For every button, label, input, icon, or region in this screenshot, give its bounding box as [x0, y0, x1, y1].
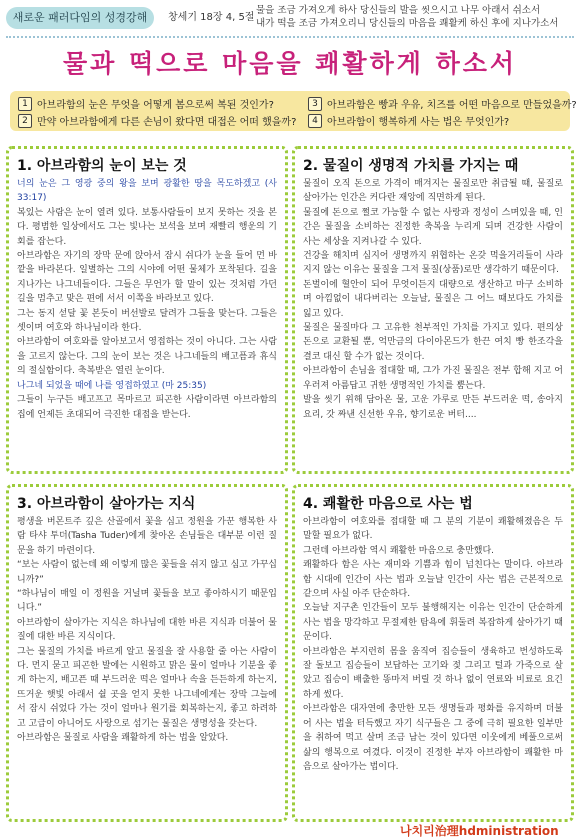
key-verse-line: 내가 떡을 조금 가져오리니 당신들의 마음을 쾌활케 하신 후에 지나가소서 [256, 18, 559, 29]
section-paragraph: 아브라함은 대자연에 충만한 모든 생명들과 평화를 유지하며 더불어 사는 법을 터득했고 자기 식구들은 그 중에 극히 필요한 일부만을 취하여 먹고 살며 조금 남는 것이 있다면 이웃에게 베풀으로써 삶의 행복으로 여겼다. 이것이 진정한 부자 아브라함이 쾌활한 마음으로 살아가는 법이다. [303, 704, 563, 772]
scripture-reference: 창세기 18장 4, 5절 [168, 12, 255, 23]
question-item [18, 113, 296, 128]
section-paragraph: 아브라함이 손님을 접대할 때, 그가 가진 물질은 전부 합해 지고 어우러져 아름답고 귀한 생명적인 가치를 뿜는다. [303, 366, 563, 391]
section-paragraph: 오늘날 지구촌 인간들이 모두 불행해지는 이유는 인간이 단순하게 사는 법을 망각하고 무절제한 탐욕에 휘둘려 복잡하게 살아가기 때문이다. [303, 603, 563, 643]
section-paragraph: “하나님이 매일 이 정원을 거닐며 꽃들을 보고 좋아하시기 때문입니다.” [17, 589, 277, 614]
question-text: 아브라함의 눈은 무엇을 어떻게 봄으로써 복된 것인가? [37, 100, 274, 111]
section-box [6, 484, 288, 822]
section-paragraph: 아브라함은 물질로 사람을 쾌활하게 하는 법을 알았다. [17, 733, 229, 744]
question-number: 4 [308, 114, 322, 128]
question-item [308, 113, 509, 128]
section-paragraph: 물질이 오직 돈으로 가격이 매겨지는 물질로만 취급될 때, 물질로 살아가는 인간은 커다란 재앙에 직면하게 된다. [303, 179, 563, 204]
section-paragraph: 발을 씻기 위해 담아온 물, 고운 가루로 만든 부드러운 떡, 송아지 요리, 갓 짜낸 신선한 우유, 향기로운 버터.... [303, 395, 563, 420]
section-box [292, 484, 574, 822]
section-heading: 2. 물질이 생명적 가치를 가지는 때 [303, 158, 519, 174]
section-paragraph: 그는 물질의 가치를 바르게 알고 물질을 잘 사용할 줄 아는 사람이다. 먼지 묻고 피곤한 발에는 시원하고 맑은 물이 얼마나 기분을 좋게 하는지, 배고픈 때 부드러운 떡은 얼마나 속을 든든하게 하는지, 뜨거운 햇빛 아래서 쉴 곳을 얻지 못한 나그네에게는 장막 그늘에서 잠시 쉬었다 가는 것이 얼마나 원기를 회복하는지, 좋고 하려하고 고급이 아니어도 사랑으로 섬기는 물질은 생명성을 갖는다. [17, 646, 277, 729]
section-box [292, 146, 574, 474]
question-number: 3 [308, 97, 322, 111]
section-paragraph: 돈벌이에 혈안이 되어 무엇이든지 대량으로 생산하고 마구 소비하며 아낌없이 내다버리는 오늘날, 물질은 그 어느 때보다도 가치를 잃고 있다. [303, 279, 563, 319]
section-paragraph: 아브라함이 여호와를 알아보고서 영접하는 것이 아니다. 그는 사람을 고르지 않는다. 그의 눈이 보는 것은 나그네들의 배고픔과 휴식의 절실함이다. 축복받은 열린 눈이다. [17, 337, 277, 377]
question-item [308, 96, 577, 111]
header [6, 4, 574, 38]
key-verse-line: 물을 조금 가져오게 하사 당신들의 발을 씻으시고 나무 아래서 쉬소서 [256, 5, 541, 16]
question-number: 1 [18, 97, 32, 111]
section-paragraph: 물질에 돈으로 쩔코 가능할 수 없는 사랑과 정성이 스며있을 때, 인간은 물질을 소비하는 진정한 축복을 누리게 되며 건강한 사람이 사는 세상을 지켜나갈 수 있다. [303, 207, 563, 247]
section-heading: 1. 아브라함의 눈이 보는 것 [17, 158, 187, 174]
section-paragraph: 평생을 버몬트주 깊은 산골에서 꽃을 심고 정원을 가꾼 행복한 사람 타샤 투더(Tasha Tuder)에게 찾아온 손님들은 대부분 이런 질문을 하기 마련이다. [17, 517, 277, 556]
section-paragraph: 아브라함이 여호와를 접대할 때 그 분의 기분이 쾌활해졌음은 두 말할 필요가 없다. [303, 517, 563, 542]
series-tag: 새로운 패러다임의 성경강해 [6, 7, 154, 29]
section-box [6, 146, 288, 474]
question-text: 아브라함이 행복하게 사는 법은 무엇인가? [327, 117, 510, 128]
section-paragraph: 아브라함이 살아가는 지식은 하나님에 대한 바른 지식과 더불어 물질에 대한 바른 지식이다. [17, 617, 277, 643]
section-paragraph: 너의 눈은 그 영광 중의 왕을 보며 광활한 땅을 목도하겠고 (사 33:17) [17, 179, 277, 204]
question-text: 만약 아브라함에게 다른 손님이 왔다면 대접은 어떠 했을까? [37, 117, 297, 128]
section-paragraph: 아브라함은 자기의 장막 문에 앉아서 잠시 쉬다가 눈을 들어 먼 바깥을 바라본다. 일별하는 그의 시야에 어떤 물체가 포착된다. 길을 지나가는 나그네들이다. 그들은 무언가 할 말이 있는 것처럼 가던 길을 멈추고 맞은 편에 서서 이쪽을 바라보고 있다. [17, 251, 277, 305]
question-item [18, 96, 274, 111]
page-title: 물과 떡으로 마음을 쾌활하게 하소서 [62, 49, 518, 78]
section-paragraph: 건강을 해치며 심지어 생명까지 위협하는 온갖 먹을거리들이 사라지지 않는 이유는 물질을 그저 물질(상품)로만 생각하기 때문이다. [303, 251, 563, 276]
discussion-questions [10, 91, 577, 131]
section-paragraph: 물질은 물질마다 그 고유한 천부적인 가치를 가지고 있다. 편의상 돈으로 교환될 뿐, 억만금의 다이아몬드가 한끈 여치 빵 한조각을 결코 대신 할 수가 없는 것이다. [303, 323, 563, 362]
publisher-logo: 나치리治理hdministration [400, 824, 559, 838]
section-paragraph: 그들이 누구든 배고프고 목마르고 피곤한 사람이라면 아브라함의 집에 언제든 초대되어 극진한 대접을 받는다. [17, 395, 277, 420]
section-paragraph: 복있는 사람은 눈이 열려 있다. 보통사람들이 보지 못하는 것을 본다. 평범한 일상에서도 그는 빛나는 보석을 보며 재빨리 행운의 기회를 잡는다. [17, 207, 277, 247]
section-paragraph: 그런데 아브라함 역시 쾌활한 마음으로 충만했다. [303, 545, 495, 556]
question-text: 아브라함은 빵과 우유, 치즈를 어떤 마음으로 만들었을까? [327, 100, 577, 111]
question-number: 2 [18, 114, 32, 128]
section-paragraph: 쾌활하다 함은 사는 재미와 기쁨과 힘이 넘친다는 말이다. 아브라함 시대에 인간이 사는 법과 오늘날 인간이 사는 법은 근본적으로 같으며 사실 아주 단순하다. [303, 560, 563, 600]
section-paragraph: 그는 동지 섣달 꽃 본듯이 버선발로 달려가 그들을 맞는다. 그들은 셋이며 여호와 하나님이라 한다. [17, 308, 277, 334]
header-divider [6, 36, 574, 38]
key-verse [256, 4, 576, 30]
section-paragraph: 아브라함은 부지런히 몸을 움직여 집승들이 생육하고 번성하도록 잘 돌보고 집승들이 보답하는 고기와 젖 그리고 털과 가죽으로 살았고 집승이 배출한 똥마저 버릴 것 하나 없이 연료와 비료로 요긴하게 썼다. [303, 646, 563, 700]
section-heading: 3. 아브라함이 살아가는 지식 [17, 496, 196, 512]
section-heading: 4. 쾌활한 마음으로 사는 법 [303, 496, 473, 512]
section-paragraph: “보는 사람이 없는데 왜 이렇게 많은 꽃들을 쉬지 않고 심고 가꾸십니까?” [17, 560, 277, 585]
section-paragraph: 나그네 되었을 때에 나를 영접하였고 (마 25:35) [17, 380, 207, 391]
